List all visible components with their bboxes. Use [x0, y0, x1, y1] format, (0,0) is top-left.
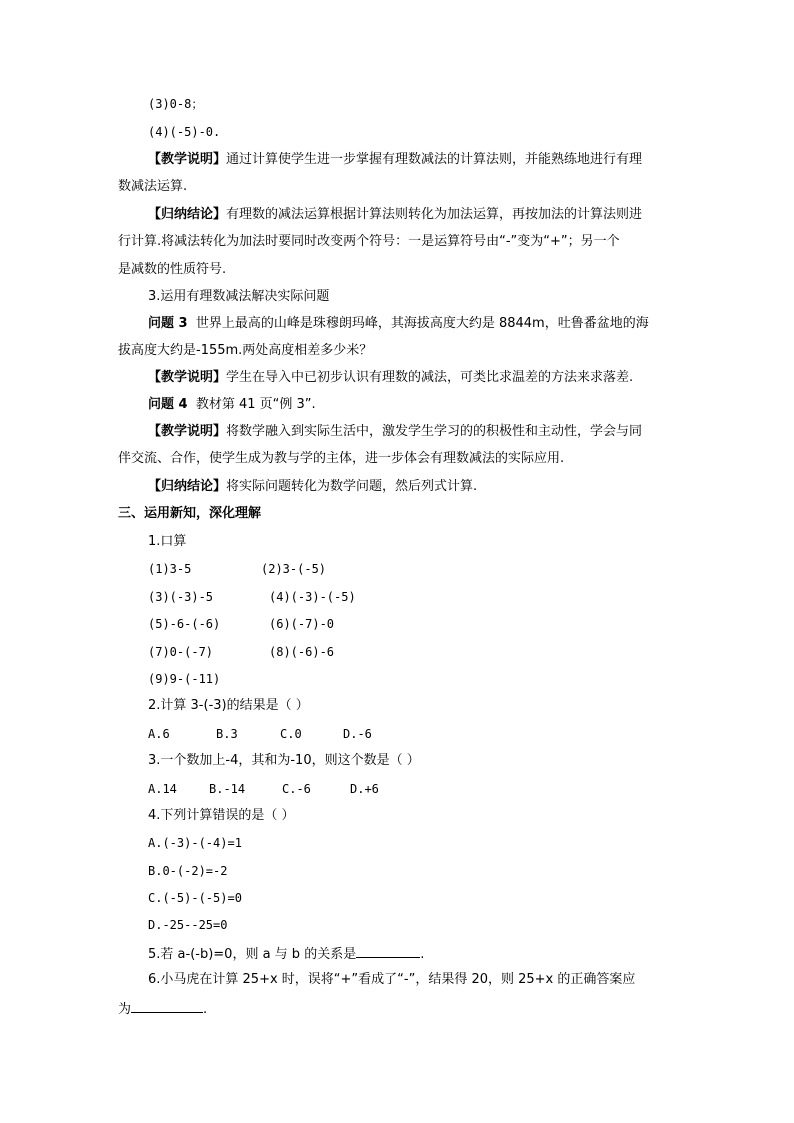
teaching-note-3-cont: 伴交流、合作，使学生成为教与学的主体，进一步体会有理数减法的实际应用.: [118, 451, 565, 466]
option: B.3: [216, 727, 238, 741]
oral-item: (5)-6-(-6): [148, 617, 221, 631]
oral-item: (8)(-6)-6: [269, 645, 335, 659]
oral-item: (3)(-3)-5: [148, 590, 214, 604]
option: A.14: [148, 782, 177, 796]
item-3: (3)0-8；: [148, 97, 204, 111]
option: B.-14: [209, 782, 246, 796]
answer-blank[interactable]: [356, 945, 420, 958]
answer-blank[interactable]: [131, 1000, 203, 1013]
option: C.-6: [282, 782, 311, 796]
option: D.-6: [343, 727, 372, 741]
conclusion-tag: 【归纳结论】: [148, 479, 227, 494]
teaching-note-2: 【教学说明】学生在导入中已初步认识有理数的减法，可类比求温差的方法来求落差.: [148, 370, 634, 385]
option: B.0-(-2)=-2: [148, 864, 228, 878]
option: A.(-3)-(-4)=1: [148, 836, 242, 850]
oral-item: (4)(-3)-(-5): [269, 590, 356, 604]
oral-item: (2)3-(-5): [261, 562, 327, 576]
exercise-1-title: 1.口算: [148, 534, 187, 549]
exercise-5-question: 5.若 a-(-b)=0，则 a 与 b 的关系是 .: [148, 947, 425, 962]
problem-tag: 问题 3: [148, 316, 188, 331]
exercise-6-cont: 为 .: [118, 1002, 208, 1017]
exercise-4-question: 4.下列计算错误的是（ ）: [148, 808, 295, 823]
item-4: (4)(-5)-0.: [148, 125, 221, 139]
oral-item: (1)3-5: [148, 562, 192, 576]
option: C.0: [280, 727, 302, 741]
problem-3-cont: 拔高度大约是-155m.两处高度相差多少米？: [118, 343, 373, 358]
note-tag: 【教学说明】: [148, 152, 227, 167]
oral-item: (6)(-7)-0: [269, 617, 335, 631]
problem-4: 问题 4 教材第 41 页“例 3”.: [148, 397, 316, 412]
note-tag: 【教学说明】: [148, 424, 227, 439]
conclusion-1-cont2: 是减数的性质符号.: [118, 262, 227, 277]
conclusion-1-cont: 行计算.将减法转化为加法时要同时改变两个符号：一是运算符号由“-”变为“+”；另一个: [118, 234, 620, 249]
option: C.(-5)-(-5)=0: [148, 891, 242, 905]
option: D.-25--25=0: [148, 918, 228, 932]
teaching-note-1: 【教学说明】通过计算使学生进一步掌握有理数减法的计算法则，并能熟练地进行有理: [148, 152, 643, 167]
oral-item: (7)0-(-7): [148, 645, 214, 659]
conclusion-2: 【归纳结论】将实际问题转化为数学问题，然后列式计算.: [148, 479, 478, 494]
exercise-2-question: 2.计算 3-(-3)的结果是（ ）: [148, 698, 309, 713]
option: A.6: [148, 727, 170, 741]
option: D.+6: [350, 782, 379, 796]
section-3-title: 3.运用有理数减法解决实际问题: [148, 289, 330, 304]
conclusion-1: 【归纳结论】有理数的减法运算根据计算法则转化为加法运算，再按加法的计算法则进: [148, 207, 643, 222]
problem-tag: 问题 4: [148, 397, 188, 412]
problem-3: 问题 3 世界上最高的山峰是珠穆朗玛峰，其海拔高度大约是 8844m，吐鲁番盆地的海: [148, 316, 649, 331]
exercise-6-question: 6.小马虎在计算 25+x 时，误将“+”看成了“-”，结果得 20，则 25+x 的正确答案应: [148, 972, 636, 987]
conclusion-tag: 【归纳结论】: [148, 207, 227, 222]
teaching-note-3: 【教学说明】将数学融入到实际生活中，激发学生学习的的积极性和主动性，学会与同: [148, 424, 643, 439]
oral-item: (9)9-(-11): [148, 672, 221, 686]
exercise-3-question: 3.一个数加上-4，其和为-10，则这个数是（ ）: [148, 753, 420, 768]
part-3-heading: 三、运用新知，深化理解: [118, 506, 262, 521]
note-tag: 【教学说明】: [148, 370, 227, 385]
teaching-note-1-cont: 数减法运算.: [118, 179, 188, 194]
